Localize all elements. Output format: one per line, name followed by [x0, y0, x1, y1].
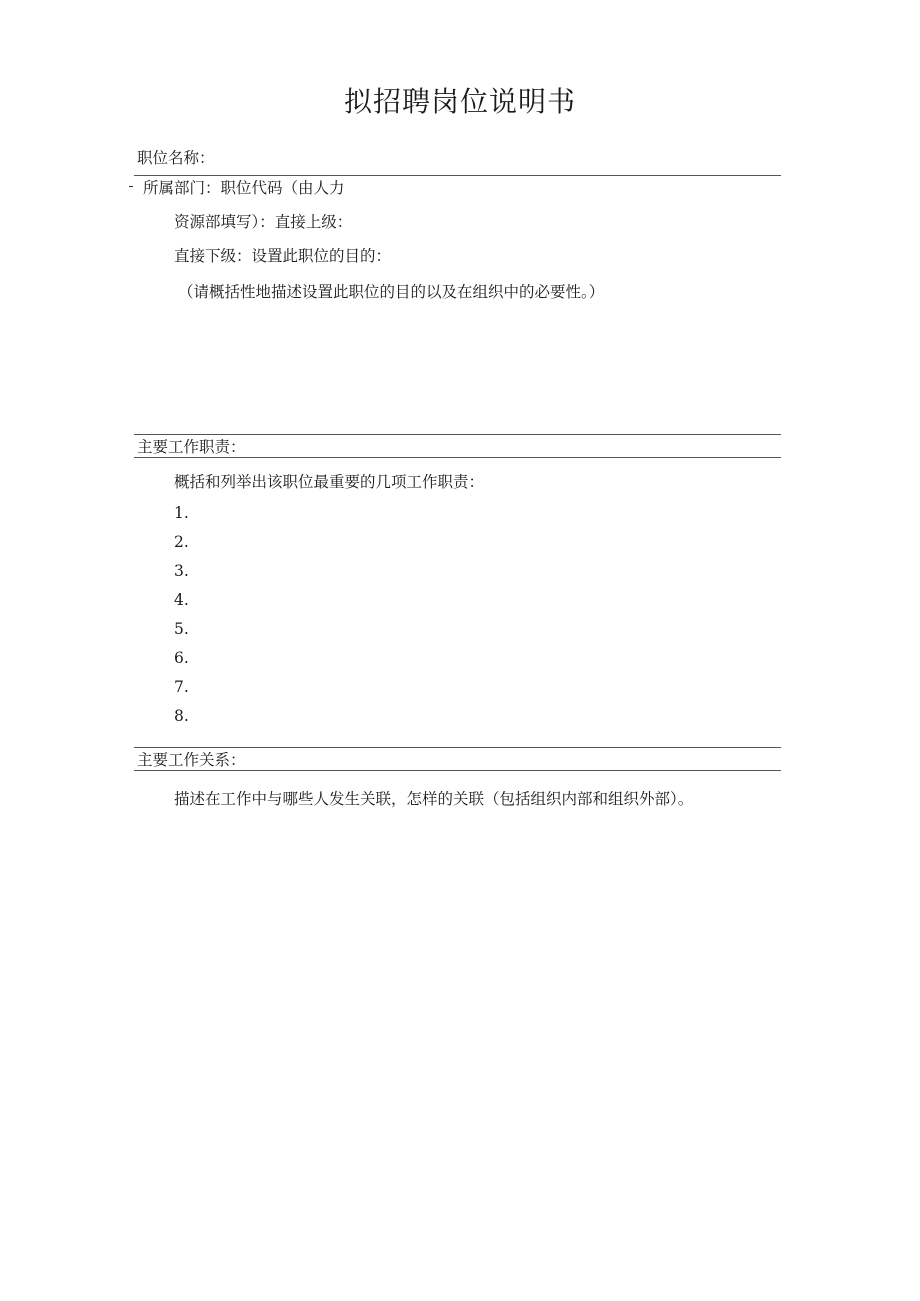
duty-item: 2. [174, 533, 189, 551]
divider [134, 770, 781, 771]
hr-fill-line: 资源部填写）：直接上级： [174, 213, 353, 231]
position-name-label: 职位名称： [137, 149, 215, 167]
duty-item: 5. [174, 620, 189, 638]
margin-mark [129, 186, 133, 187]
duties-heading: 主要工作职责： [137, 438, 246, 456]
duty-item: 4. [174, 591, 189, 609]
duties-instruction: 概括和列举出该职位最重要的几项工作职责： [174, 473, 485, 491]
duty-item: 7. [174, 678, 189, 696]
relations-heading: 主要工作关系： [137, 751, 246, 769]
document-title: 拟招聘岗位说明书 [343, 85, 576, 118]
subordinate-purpose-line: 直接下级：设置此职位的目的： [174, 247, 392, 265]
duty-item: 8. [174, 707, 189, 725]
relations-instruction: 描述在工作中与哪些人发生关联，怎样的关联（包括组织内部和组织外部）。 [174, 790, 694, 808]
divider [134, 457, 781, 458]
duty-item: 6. [174, 649, 189, 667]
duty-item: 1. [174, 504, 189, 522]
divider [134, 747, 781, 748]
divider [134, 175, 781, 176]
divider [134, 434, 781, 435]
department-line: 所属部门：职位代码（由人力 [143, 179, 345, 197]
purpose-instruction: （请概括性地描述设置此职位的目的以及在组织中的必要性。） [178, 283, 605, 301]
duty-item: 3. [174, 562, 189, 580]
